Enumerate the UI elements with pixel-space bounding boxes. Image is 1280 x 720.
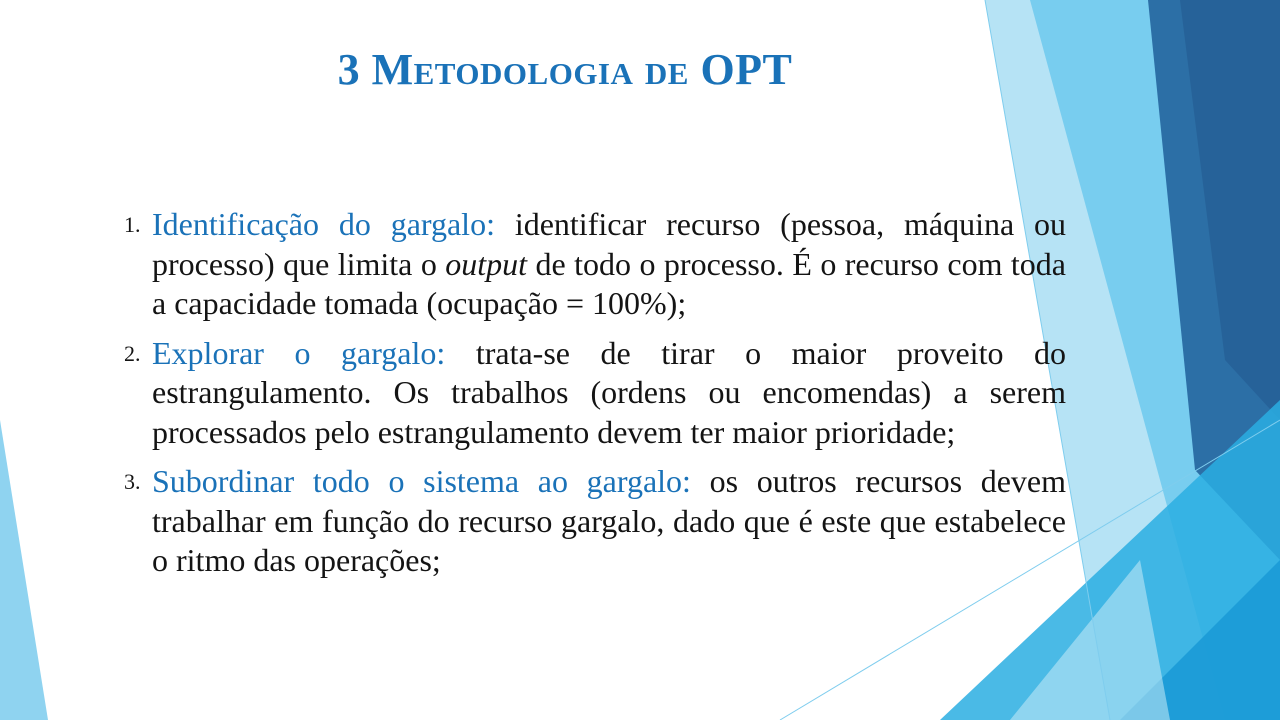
item-text: trata-se de tirar o maior proveito do estrangulamento. Os trabalhos (ordens ou encomendas) a serem processados pelo estrangulamento devem ter maior prioridade; <box>152 334 1067 450</box>
item-text-cont: de todo o processo. É o recurso com toda a capacidade tomada (ocupação = 100%); <box>152 245 1067 321</box>
list-item-1 <box>118 205 1066 324</box>
list-number: 3. <box>124 469 141 494</box>
list-number: 2. <box>124 340 141 366</box>
list-number: 1. <box>124 212 141 237</box>
list-item-2 <box>118 334 1066 453</box>
slide-title: 3 Metodologia de OPT <box>337 45 793 94</box>
list-item-3 <box>118 462 1066 581</box>
left-accent-triangle <box>0 420 48 720</box>
item-lead: Subordinar todo o sistema ao gargalo: <box>152 463 691 499</box>
item-lead: Explorar o gargalo: <box>152 334 446 371</box>
item-text: os outros recursos devem trabalhar em função do recurso gargalo, dado que é este que estabelece o ritmo das operações; <box>152 463 1067 578</box>
item-text: identificar recurso (pessoa, máquina ou processo) que limita o <box>152 206 1067 282</box>
item-lead: Identificação do gargalo: <box>152 206 495 242</box>
numbered-list <box>118 205 1066 591</box>
item-emphasis: output <box>445 245 528 282</box>
